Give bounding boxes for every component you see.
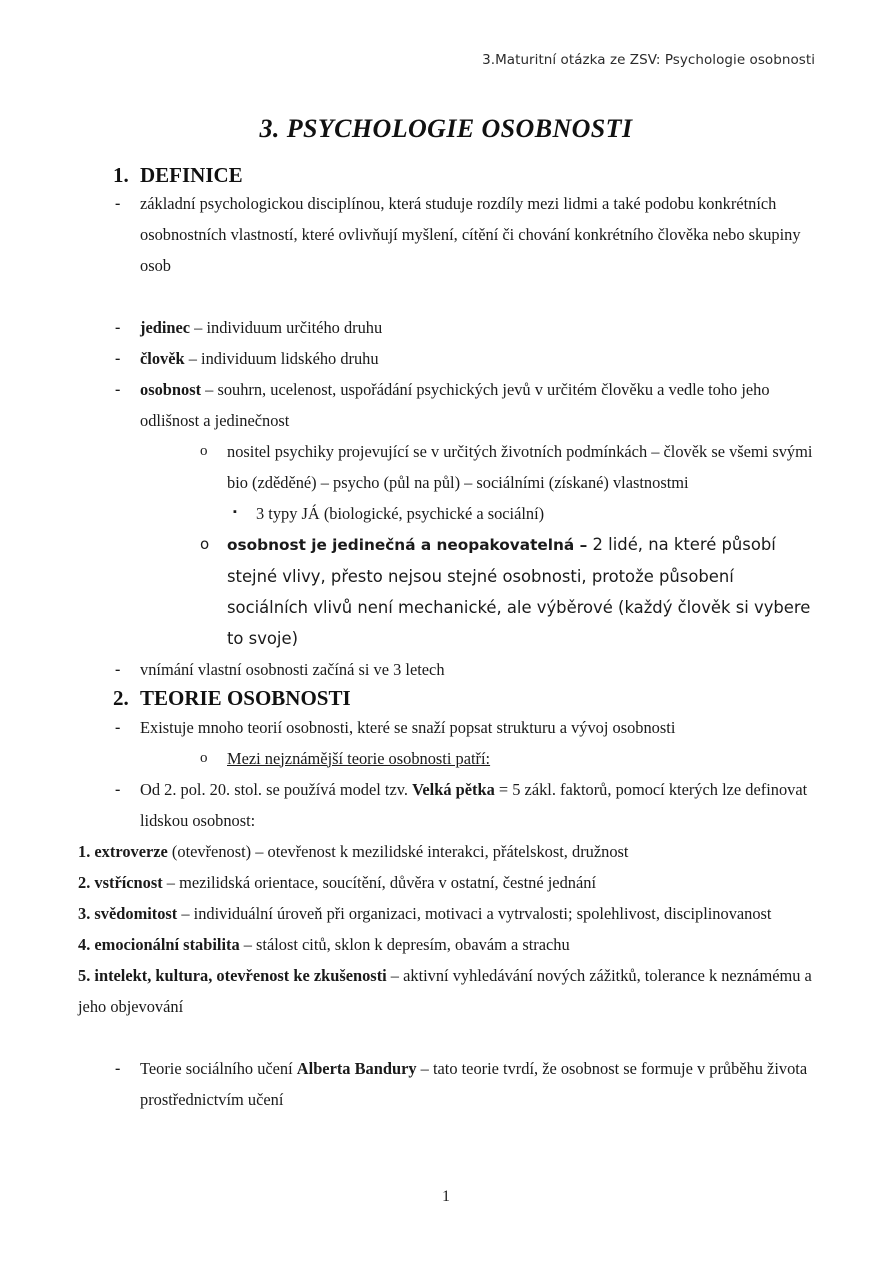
big-five-number: 1. xyxy=(78,841,91,861)
list-item-text: nositel psychiky projevující se v určitých životních podmínkách – člověk se všemi svými bio (zděděné) – psycho (půl na půl) – sociálními (získané) vlastnostmi xyxy=(227,442,813,493)
list-item-velka-petka xyxy=(115,774,815,836)
dash-bullet-icon: - xyxy=(115,195,121,213)
list-item-clovek xyxy=(115,343,815,374)
term-definition: – souhrn, ucelenost, uspořádání psychických jevů v určitém člověku a vedle toho jeho odlišnost a jedinečnost xyxy=(140,380,770,431)
list-item-tri-typy-ja xyxy=(233,498,815,529)
big-five-description: – stálost citů, sklon k depresím, obavám a strachu xyxy=(239,934,570,954)
term-label: Velká pětka xyxy=(412,779,495,799)
big-five-term: svědomitost xyxy=(94,903,178,923)
list-item-text: základní psychologickou disciplínou, která studuje rozdíly mezi lidmi a také podobu konkrétních osobnostních vlastností, které ovlivňují myšlení, cítění či chování konkrétního člověka nebo skupiny osob xyxy=(140,194,801,276)
list-item-text-cont: = 5 zákl. faktorů, pomocí kterých lze definovat lidskou osobnost: xyxy=(140,779,808,830)
emphasis-lead: osobnost je jedinečná a neopakovatelná – xyxy=(227,536,593,555)
teorie-list xyxy=(78,712,815,836)
list-item-svedomitost xyxy=(78,898,815,929)
big-five-description: (otevřenost) – otevřenost k mezilidské interakci, přátelskost, družnost xyxy=(167,841,629,861)
document-body xyxy=(78,162,815,1115)
list-item-text: Existuje mnoho teorií osobnosti, které se snaží popsat strukturu a vývoj osobnosti xyxy=(140,717,676,737)
dash-bullet-icon: - xyxy=(115,718,121,736)
section-heading-definice xyxy=(113,162,815,188)
big-five-number: 2. xyxy=(78,872,91,892)
big-five-number: 3. xyxy=(78,903,91,923)
list-item-text: Teorie sociálního učení xyxy=(140,1058,297,1078)
circle-bullet-icon: o xyxy=(200,535,210,554)
dash-bullet-icon: - xyxy=(115,661,121,679)
page-number: 1 xyxy=(442,1188,450,1205)
section-title: DEFINICE xyxy=(140,163,243,187)
list-item-intro xyxy=(115,188,815,281)
section-number: 2. xyxy=(113,686,129,711)
big-five-number: 4. xyxy=(78,934,91,954)
big-five-description: – mezilidská orientace, soucítění, důvěra v ostatní, čestné jednání xyxy=(162,872,596,892)
list-item-nositel-psychiky xyxy=(200,436,815,498)
term-label: jedinec xyxy=(140,318,191,338)
running-header: 3.Maturitní otázka ze ZSV: Psychologie osobnosti xyxy=(482,52,815,68)
list-item-extroverze xyxy=(78,836,815,867)
definice-list xyxy=(78,188,815,281)
terms-list xyxy=(78,312,815,685)
term-label: člověk xyxy=(140,349,185,369)
big-five-term: intelekt, kultura, otevřenost ke zkušenosti xyxy=(94,965,387,985)
term-definition: – individuum určitého druhu xyxy=(190,318,383,338)
page-title: 3. PSYCHOLOGIE OSOBNOSTI xyxy=(259,114,633,144)
section-title: TEORIE OSOBNOSTI xyxy=(140,686,351,711)
big-five-term: extroverze xyxy=(94,841,168,861)
list-item-emocionalni-stabilita xyxy=(78,929,815,960)
big-five-number: 5. xyxy=(78,965,91,985)
dash-bullet-icon: - xyxy=(115,381,121,399)
list-item-bandura xyxy=(115,1053,815,1115)
big-five-description: – aktivní vyhledávání nových zážitků, tolerance k neznámému a jeho objevování xyxy=(78,965,812,1016)
term-label: Alberta Bandury xyxy=(296,1058,417,1078)
list-item-text: 3 typy JÁ (biologické, psychické a sociální) xyxy=(256,504,545,524)
list-item-jedinecna-neopakovatelna xyxy=(200,529,815,654)
list-item-text: Od 2. pol. 20. stol. se používá model tzv. xyxy=(140,779,413,799)
big-five-term: vstřícnost xyxy=(94,872,163,892)
term-label: osobnost xyxy=(140,380,202,400)
spacer xyxy=(78,281,815,312)
list-item-osobnost xyxy=(115,374,815,436)
list-item-text: 2 lidé, na které působí stejné vlivy, přesto nejsou stejné osobnosti, protože působení sociálních vlivů není mechanické, ale výběrové (každý člověk si vybere to svoje) xyxy=(227,535,811,649)
list-item-vnimani xyxy=(115,654,815,685)
dash-bullet-icon: - xyxy=(115,350,121,368)
list-item-text-cont: – tato teorie tvrdí, že osobnost se formuje v průběhu života prostřednictvím učení xyxy=(140,1058,808,1109)
section-heading-teorie-osobnosti xyxy=(113,685,815,711)
dash-bullet-icon: - xyxy=(115,780,121,798)
list-item-vstricnost xyxy=(78,867,815,898)
list-item-jedinec xyxy=(115,312,815,343)
bandura-list xyxy=(78,1053,815,1115)
spacer xyxy=(78,1022,815,1053)
section-number: 1. xyxy=(113,163,129,187)
list-item-text: vnímání vlastní osobnosti začíná si ve 3 letech xyxy=(140,660,445,680)
dash-bullet-icon: - xyxy=(115,1059,121,1077)
big-five-list xyxy=(78,836,815,1022)
square-bullet-icon: ▪ xyxy=(233,506,237,519)
list-item-text-underlined: Mezi nejznámější teorie osobnosti patří: xyxy=(227,748,491,768)
list-item-mezi-nejznamejsi xyxy=(200,743,815,774)
list-item-existuje-mnoho-teorii xyxy=(115,712,815,743)
term-definition: – individuum lidského druhu xyxy=(184,349,379,369)
big-five-term: emocionální stabilita xyxy=(94,934,240,954)
big-five-description: – individuální úroveň při organizaci, motivaci a vytrvalosti; spolehlivost, disciplinovanost xyxy=(177,903,772,923)
dash-bullet-icon: - xyxy=(115,319,121,337)
list-item-intelekt-kultura xyxy=(78,960,815,1022)
circle-bullet-icon: o xyxy=(200,749,208,766)
circle-bullet-icon: o xyxy=(200,443,208,460)
